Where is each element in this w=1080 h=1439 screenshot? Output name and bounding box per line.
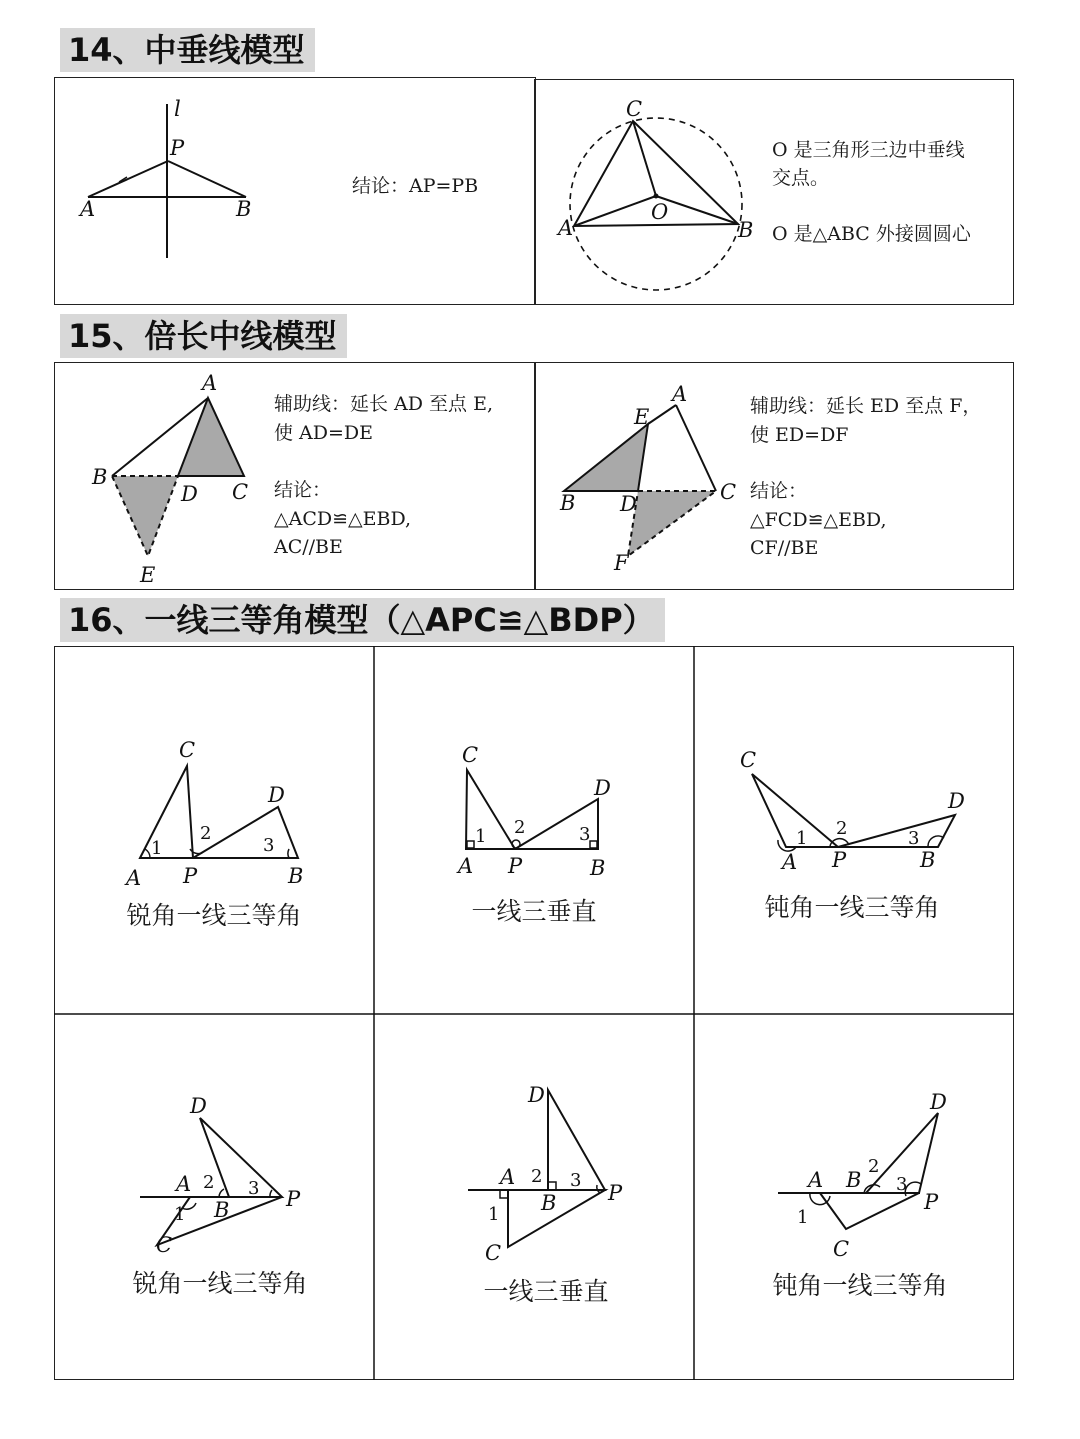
- label-C: C: [626, 97, 643, 121]
- figure-obtuse-1: [752, 774, 955, 851]
- label-P: P: [170, 136, 185, 160]
- label-C: C: [179, 738, 196, 762]
- label-B: B: [541, 1191, 557, 1215]
- section-14-title: 14、中垂线模型: [60, 28, 315, 72]
- label-2: 2: [531, 1166, 543, 1187]
- label-P: P: [183, 864, 198, 888]
- label-B: B: [92, 465, 108, 489]
- label-A: A: [558, 216, 574, 240]
- label-C: C: [462, 743, 479, 767]
- caption-obtuse-2: 钝角一线三等角: [772, 1271, 948, 1300]
- caption-acute-2: 锐角一线三等角: [132, 1269, 308, 1298]
- caption-perpendicular-1: 一线三垂直: [471, 897, 597, 926]
- s15-left-aux1: 辅助线：延长 AD 至点 E,: [274, 393, 493, 415]
- s15-right-conc-label: 结论：: [750, 480, 808, 502]
- label-D: D: [594, 776, 611, 800]
- label-B: B: [590, 856, 606, 880]
- label-A: A: [176, 1172, 192, 1196]
- label-1: 1: [151, 838, 163, 859]
- label-D: D: [620, 492, 637, 516]
- label-1: 1: [174, 1204, 186, 1225]
- label-2: 2: [200, 823, 212, 844]
- figure-double-median-1: [112, 398, 244, 556]
- label-3: 3: [263, 835, 275, 856]
- s15-right-aux2: 使 ED=DF: [750, 424, 849, 446]
- label-F: F: [614, 551, 629, 575]
- label-B: B: [560, 491, 576, 515]
- s15-right-aux1: 辅助线：延长 ED 至点 F，: [750, 395, 982, 417]
- s15-right-conc2: CF//BE: [750, 537, 819, 559]
- figure-perp-bisector: [88, 104, 246, 258]
- section-15-title: 15、倍长中线模型: [60, 314, 347, 358]
- label-3: 3: [248, 1178, 260, 1199]
- label-A: A: [126, 866, 142, 890]
- label-A: A: [202, 371, 218, 395]
- label-B: B: [738, 218, 754, 242]
- label-A: A: [808, 1168, 824, 1192]
- section-16-title: 16、一线三等角模型（△APC≌△BDP）: [60, 598, 665, 642]
- label-3: 3: [896, 1174, 908, 1195]
- label-C: C: [833, 1237, 850, 1261]
- label-l: l: [174, 97, 181, 121]
- label-A: A: [458, 854, 474, 878]
- label-A: A: [672, 382, 688, 406]
- s15-left-aux2: 使 AD=DE: [274, 422, 374, 444]
- label-2: 2: [203, 1172, 215, 1193]
- label-D: D: [930, 1090, 947, 1114]
- label-B: B: [214, 1198, 230, 1222]
- s14-right-line1: O 是三角形三边中垂线: [772, 139, 965, 161]
- label-P: P: [286, 1187, 301, 1211]
- label-D: D: [268, 783, 285, 807]
- label-2: 2: [836, 818, 848, 839]
- label-B: B: [236, 197, 252, 221]
- label-C: C: [740, 748, 757, 772]
- s15-right-conc1: △FCD≌△EBD,: [750, 509, 887, 531]
- label-C: C: [485, 1241, 502, 1265]
- label-B: B: [846, 1168, 862, 1192]
- label-3: 3: [579, 824, 591, 845]
- label-B: B: [920, 848, 936, 872]
- s15-left-conc-label: 结论：: [274, 479, 332, 501]
- caption-obtuse-1: 钝角一线三等角: [764, 893, 940, 922]
- label-3: 3: [908, 828, 920, 849]
- label-E: E: [634, 405, 650, 429]
- s14-right-line2: 交点。: [772, 167, 830, 189]
- s14-conclusion: 结论：AP=PB: [352, 175, 479, 197]
- label-P: P: [832, 848, 847, 872]
- label-C: C: [720, 480, 737, 504]
- label-A: A: [80, 197, 96, 221]
- label-2: 2: [514, 817, 526, 838]
- label-P: P: [608, 1181, 623, 1205]
- center-dot: [654, 194, 659, 199]
- s15-left-conc1: △ACD≌△EBD,: [274, 508, 412, 530]
- label-D: D: [181, 482, 198, 506]
- label-E: E: [140, 563, 156, 587]
- label-1: 1: [796, 828, 808, 849]
- label-1: 1: [475, 826, 487, 847]
- label-1: 1: [797, 1207, 809, 1228]
- label-D: D: [190, 1094, 207, 1118]
- label-D: D: [528, 1083, 545, 1107]
- label-O: O: [651, 200, 669, 224]
- label-3: 3: [570, 1170, 582, 1191]
- label-1: 1: [488, 1204, 500, 1225]
- s14-right-line3: O 是△ABC 外接圆圆心: [772, 223, 971, 245]
- label-C: C: [156, 1233, 173, 1257]
- label-P: P: [924, 1190, 939, 1214]
- label-B: B: [288, 864, 304, 888]
- label-2: 2: [868, 1156, 880, 1177]
- label-D: D: [948, 789, 965, 813]
- label-C: C: [232, 480, 249, 504]
- label-A: A: [500, 1165, 516, 1189]
- label-A: A: [782, 850, 798, 874]
- label-P: P: [508, 854, 523, 878]
- s15-left-conc2: AC//BE: [274, 536, 343, 558]
- caption-perpendicular-2: 一线三垂直: [483, 1277, 609, 1306]
- caption-acute-1: 锐角一线三等角: [126, 901, 302, 930]
